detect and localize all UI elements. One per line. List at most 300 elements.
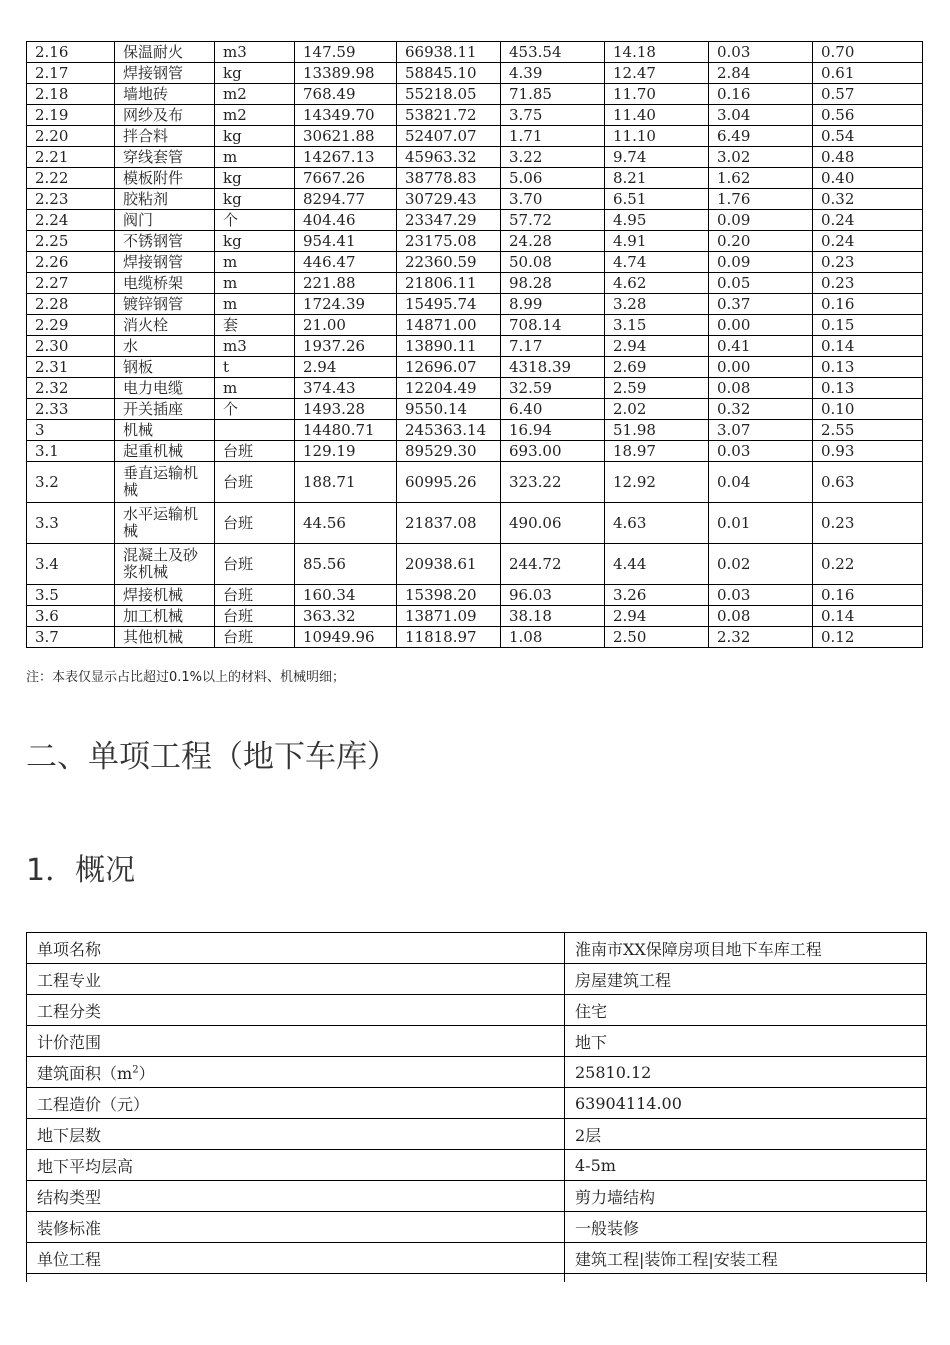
- cell-unit-price: 323.22: [501, 462, 605, 503]
- table-row: [27, 168, 923, 189]
- cell-unit: 台班: [215, 462, 295, 503]
- overview-row: [27, 1026, 927, 1057]
- cell-item-code: 2.32: [27, 378, 115, 399]
- table-row: [27, 420, 923, 441]
- table-row: [27, 147, 923, 168]
- cell-item-code: 2.31: [27, 357, 115, 378]
- cell-quantity-ratio: 0.01: [709, 503, 813, 544]
- cell-item-name: 网纱及布: [115, 105, 215, 126]
- cell-quantity: 14480.71: [295, 420, 397, 441]
- cell-quantity-ratio: 0.05: [709, 273, 813, 294]
- cell-quantity-ratio: 0.20: [709, 231, 813, 252]
- cell-item-name: 焊接机械: [115, 585, 215, 606]
- overview-value: 房屋建筑工程: [565, 964, 927, 995]
- cell-quantity: 13389.98: [295, 63, 397, 84]
- cell-quantity: 85.56: [295, 544, 397, 585]
- table-row: [27, 84, 923, 105]
- cell-amount: 9550.14: [397, 399, 501, 420]
- table-note: 注：本表仅显示占比超过0.1%以上的材料、机械明细；: [26, 670, 346, 685]
- table-row: [27, 399, 923, 420]
- cell-unit-price: 16.94: [501, 420, 605, 441]
- cell-quantity-ratio: 3.02: [709, 147, 813, 168]
- cell-quantity: 30621.88: [295, 126, 397, 147]
- cell-unit-price: 24.28: [501, 231, 605, 252]
- cell-quantity-ratio: 1.62: [709, 168, 813, 189]
- cell-cost-share: 3.15: [605, 315, 709, 336]
- overview-value: 63904114.00: [565, 1088, 927, 1119]
- table-row: [27, 189, 923, 210]
- cell-unit: t: [215, 357, 295, 378]
- cell-item-name: 消火栓: [115, 315, 215, 336]
- cell-cost-share: 11.40: [605, 105, 709, 126]
- cell-quantity: 160.34: [295, 585, 397, 606]
- overview-value: 2层: [565, 1119, 927, 1150]
- overview-row: [27, 1150, 927, 1181]
- cell-quantity: 2.94: [295, 357, 397, 378]
- table-row: [27, 315, 923, 336]
- cell-quantity-ratio: 1.76: [709, 189, 813, 210]
- cell-unit-price: 1.08: [501, 627, 605, 648]
- cell-amount: 66938.11: [397, 42, 501, 63]
- cell-cost-share: 2.59: [605, 378, 709, 399]
- cell-item-name: 模板附件: [115, 168, 215, 189]
- cell-cost-share: 12.92: [605, 462, 709, 503]
- materials-machinery-table: [26, 41, 923, 648]
- cell-cost-share: 4.62: [605, 273, 709, 294]
- cell-unit-price: 96.03: [501, 585, 605, 606]
- cell-unit-price: 98.28: [501, 273, 605, 294]
- cell-quantity-ratio: 0.08: [709, 606, 813, 627]
- table-row: [27, 105, 923, 126]
- overview-label: 地下层数: [27, 1119, 565, 1150]
- cell-total-share: 0.14: [813, 606, 923, 627]
- cell-quantity: 8294.77: [295, 189, 397, 210]
- cell-item-code: 3.6: [27, 606, 115, 627]
- cell-item-name: 水平运输机械: [115, 503, 215, 544]
- cell-quantity-ratio: 0.00: [709, 315, 813, 336]
- cell-cost-share: 11.10: [605, 126, 709, 147]
- cell-item-code: 3.4: [27, 544, 115, 585]
- table-row: [27, 336, 923, 357]
- cell-item-name: 混凝土及砂浆机械: [115, 544, 215, 585]
- cell-cost-share: 4.95: [605, 210, 709, 231]
- cell-quantity: 147.59: [295, 42, 397, 63]
- cell-quantity: 404.46: [295, 210, 397, 231]
- cell-cost-share: 9.74: [605, 147, 709, 168]
- cell-total-share: 0.16: [813, 585, 923, 606]
- cell-unit-price: 4318.39: [501, 357, 605, 378]
- overview-table-body: [27, 933, 927, 1283]
- cell-item-name: 胶粘剂: [115, 189, 215, 210]
- cell-unit-price: 490.06: [501, 503, 605, 544]
- cell-unit: 套: [215, 315, 295, 336]
- overview-label-text: 建筑面积（m: [37, 1063, 133, 1083]
- cell-unit-price: 4.39: [501, 63, 605, 84]
- overview-value: 地下: [565, 1026, 927, 1057]
- cell-cost-share: 3.26: [605, 585, 709, 606]
- overview-label: 工程专业: [27, 964, 565, 995]
- cell-quantity: 14267.13: [295, 147, 397, 168]
- cell-unit: 台班: [215, 503, 295, 544]
- overview-value: 淮南市XX保障房项目地下车库工程: [565, 933, 927, 964]
- empty-cell: [27, 1274, 565, 1283]
- cell-quantity: 363.32: [295, 606, 397, 627]
- overview-label: 工程分类: [27, 995, 565, 1026]
- cell-item-code: 2.22: [27, 168, 115, 189]
- cell-cost-share: 18.97: [605, 441, 709, 462]
- table-row: [27, 606, 923, 627]
- cell-total-share: 0.40: [813, 168, 923, 189]
- overview-row: [27, 1181, 927, 1212]
- cell-amount: 30729.43: [397, 189, 501, 210]
- cell-unit: kg: [215, 189, 295, 210]
- cell-total-share: 2.55: [813, 420, 923, 441]
- subsection-heading: 1．概况: [26, 853, 136, 888]
- cell-cost-share: 8.21: [605, 168, 709, 189]
- cell-unit-price: 3.75: [501, 105, 605, 126]
- cell-unit: kg: [215, 126, 295, 147]
- cell-item-code: 2.16: [27, 42, 115, 63]
- table-row: [27, 585, 923, 606]
- cell-item-code: 3.1: [27, 441, 115, 462]
- cell-unit-price: 3.22: [501, 147, 605, 168]
- cell-cost-share: 4.63: [605, 503, 709, 544]
- cell-item-code: 2.20: [27, 126, 115, 147]
- cell-amount: 23175.08: [397, 231, 501, 252]
- table-row: [27, 63, 923, 84]
- cell-unit: 台班: [215, 627, 295, 648]
- cell-total-share: 0.14: [813, 336, 923, 357]
- cell-item-name: 机械: [115, 420, 215, 441]
- cell-cost-share: 4.91: [605, 231, 709, 252]
- cell-quantity: 1937.26: [295, 336, 397, 357]
- cell-amount: 21806.11: [397, 273, 501, 294]
- cell-cost-share: 2.94: [605, 336, 709, 357]
- cell-total-share: 0.23: [813, 273, 923, 294]
- cell-quantity-ratio: 0.03: [709, 42, 813, 63]
- cell-quantity: 446.47: [295, 252, 397, 273]
- cell-quantity: 374.43: [295, 378, 397, 399]
- cell-cost-share: 2.50: [605, 627, 709, 648]
- cell-item-name: 其他机械: [115, 627, 215, 648]
- cell-unit-price: 693.00: [501, 441, 605, 462]
- cell-total-share: 0.48: [813, 147, 923, 168]
- cell-quantity-ratio: 0.02: [709, 544, 813, 585]
- cell-item-code: 3.2: [27, 462, 115, 503]
- cell-quantity-ratio: 0.37: [709, 294, 813, 315]
- cell-amount: 55218.05: [397, 84, 501, 105]
- cell-quantity-ratio: 0.08: [709, 378, 813, 399]
- cell-unit-price: 7.17: [501, 336, 605, 357]
- cell-unit-price: 244.72: [501, 544, 605, 585]
- cell-quantity: 14349.70: [295, 105, 397, 126]
- cell-quantity: 188.71: [295, 462, 397, 503]
- cell-amount: 12696.07: [397, 357, 501, 378]
- cell-amount: 60995.26: [397, 462, 501, 503]
- overview-row: [27, 1212, 927, 1243]
- cell-item-code: 2.25: [27, 231, 115, 252]
- cell-unit: m2: [215, 105, 295, 126]
- cell-item-code: 2.26: [27, 252, 115, 273]
- table-row: [27, 378, 923, 399]
- table-row: [27, 627, 923, 648]
- cell-cost-share: 6.51: [605, 189, 709, 210]
- cell-unit-price: 453.54: [501, 42, 605, 63]
- overview-value: 建筑工程|装饰工程|安装工程: [565, 1243, 927, 1274]
- overview-label: 装修标准: [27, 1212, 565, 1243]
- cell-amount: 11818.97: [397, 627, 501, 648]
- cell-item-name: 拌合料: [115, 126, 215, 147]
- cell-item-name: 垂直运输机械: [115, 462, 215, 503]
- overview-row: [27, 1057, 927, 1088]
- cell-amount: 89529.30: [397, 441, 501, 462]
- cell-unit: kg: [215, 231, 295, 252]
- cell-cost-share: 2.69: [605, 357, 709, 378]
- cell-unit: 台班: [215, 441, 295, 462]
- cell-amount: 12204.49: [397, 378, 501, 399]
- cell-cost-share: 12.47: [605, 63, 709, 84]
- overview-row: [27, 995, 927, 1026]
- cell-item-name: 开关插座: [115, 399, 215, 420]
- cell-total-share: 0.12: [813, 627, 923, 648]
- overview-value: 剪力墙结构: [565, 1181, 927, 1212]
- cell-amount: 58845.10: [397, 63, 501, 84]
- cell-item-name: 电缆桥架: [115, 273, 215, 294]
- table-row: [27, 357, 923, 378]
- cell-item-code: 2.33: [27, 399, 115, 420]
- cell-item-code: 3.5: [27, 585, 115, 606]
- cell-quantity: 129.19: [295, 441, 397, 462]
- cell-quantity: 221.88: [295, 273, 397, 294]
- cell-total-share: 0.56: [813, 105, 923, 126]
- cell-quantity-ratio: 0.09: [709, 252, 813, 273]
- cell-quantity-ratio: 0.03: [709, 441, 813, 462]
- cell-total-share: 0.57: [813, 84, 923, 105]
- cell-total-share: 0.13: [813, 378, 923, 399]
- cell-unit: m: [215, 294, 295, 315]
- cell-cost-share: 2.94: [605, 606, 709, 627]
- cell-unit-price: 38.18: [501, 606, 605, 627]
- overview-value: 25810.12: [565, 1057, 927, 1088]
- cell-unit: 台班: [215, 606, 295, 627]
- cell-amount: 14871.00: [397, 315, 501, 336]
- cell-cost-share: 4.74: [605, 252, 709, 273]
- overview-label: [27, 1057, 565, 1088]
- cell-quantity-ratio: 0.41: [709, 336, 813, 357]
- cell-total-share: 0.93: [813, 441, 923, 462]
- cell-item-name: 加工机械: [115, 606, 215, 627]
- cell-total-share: 0.22: [813, 544, 923, 585]
- table-row: [27, 294, 923, 315]
- overview-label-suffix: ）: [138, 1063, 155, 1083]
- cell-quantity-ratio: 6.49: [709, 126, 813, 147]
- cell-quantity-ratio: 3.04: [709, 105, 813, 126]
- cell-item-name: 电力电缆: [115, 378, 215, 399]
- cell-quantity: 21.00: [295, 315, 397, 336]
- cell-item-code: 2.29: [27, 315, 115, 336]
- cell-quantity-ratio: 0.00: [709, 357, 813, 378]
- cell-cost-share: 3.28: [605, 294, 709, 315]
- cell-quantity-ratio: 0.09: [709, 210, 813, 231]
- overview-row: [27, 1243, 927, 1274]
- cell-amount: 13890.11: [397, 336, 501, 357]
- cell-unit-price: 6.40: [501, 399, 605, 420]
- table-row: [27, 441, 923, 462]
- cell-item-code: 3.3: [27, 503, 115, 544]
- superscript: 2: [132, 1064, 139, 1076]
- cell-amount: 245363.14: [397, 420, 501, 441]
- table-row: [27, 210, 923, 231]
- cell-quantity-ratio: 0.32: [709, 399, 813, 420]
- cell-total-share: 0.15: [813, 315, 923, 336]
- overview-value: 4-5m: [565, 1150, 927, 1181]
- cell-unit-price: 708.14: [501, 315, 605, 336]
- cell-unit: m: [215, 147, 295, 168]
- table-row: [27, 42, 923, 63]
- overview-label: 计价范围: [27, 1026, 565, 1057]
- table-row: [27, 503, 923, 544]
- cell-total-share: 0.13: [813, 357, 923, 378]
- cell-item-name: 焊接钢管: [115, 63, 215, 84]
- cell-amount: 15495.74: [397, 294, 501, 315]
- cell-quantity: 1724.39: [295, 294, 397, 315]
- overview-label: 单项名称: [27, 933, 565, 964]
- cell-quantity-ratio: 2.84: [709, 63, 813, 84]
- cell-amount: 13871.09: [397, 606, 501, 627]
- cell-amount: 23347.29: [397, 210, 501, 231]
- cell-total-share: 0.54: [813, 126, 923, 147]
- cell-quantity: 44.56: [295, 503, 397, 544]
- cell-cost-share: 2.02: [605, 399, 709, 420]
- overview-label: 结构类型: [27, 1181, 565, 1212]
- table-row: [27, 231, 923, 252]
- cell-quantity-ratio: 2.32: [709, 627, 813, 648]
- overview-label: 单位工程: [27, 1243, 565, 1274]
- cell-amount: 45963.32: [397, 147, 501, 168]
- table-row: [27, 462, 923, 503]
- cell-item-name: 钢板: [115, 357, 215, 378]
- cell-amount: 53821.72: [397, 105, 501, 126]
- overview-row: [27, 1119, 927, 1150]
- overview-label: 工程造价（元）: [27, 1088, 565, 1119]
- empty-cell: [565, 1274, 927, 1283]
- cell-quantity-ratio: 0.03: [709, 585, 813, 606]
- cell-unit-price: 50.08: [501, 252, 605, 273]
- table-row: [27, 544, 923, 585]
- table-row: [27, 126, 923, 147]
- cell-total-share: 0.24: [813, 231, 923, 252]
- cell-amount: 20938.61: [397, 544, 501, 585]
- cell-item-code: 2.28: [27, 294, 115, 315]
- cell-unit: kg: [215, 63, 295, 84]
- cell-item-name: 焊接钢管: [115, 252, 215, 273]
- cell-unit: 个: [215, 210, 295, 231]
- cell-unit-price: 3.70: [501, 189, 605, 210]
- cell-unit: m3: [215, 42, 295, 63]
- cell-unit-price: 32.59: [501, 378, 605, 399]
- cell-cost-share: 51.98: [605, 420, 709, 441]
- cell-quantity-ratio: 3.07: [709, 420, 813, 441]
- cell-unit: 台班: [215, 544, 295, 585]
- cell-total-share: 0.70: [813, 42, 923, 63]
- cell-item-code: 2.24: [27, 210, 115, 231]
- cell-amount: 21837.08: [397, 503, 501, 544]
- cell-total-share: 0.61: [813, 63, 923, 84]
- cell-item-name: 起重机械: [115, 441, 215, 462]
- overview-table: [26, 932, 927, 1282]
- cell-total-share: 0.10: [813, 399, 923, 420]
- cell-amount: 15398.20: [397, 585, 501, 606]
- materials-table-body: [27, 42, 923, 648]
- cell-item-name: 水: [115, 336, 215, 357]
- cell-amount: 22360.59: [397, 252, 501, 273]
- cell-cost-share: 14.18: [605, 42, 709, 63]
- cell-cost-share: 4.44: [605, 544, 709, 585]
- overview-value: 一般装修: [565, 1212, 927, 1243]
- cell-item-name: 镀锌钢管: [115, 294, 215, 315]
- cell-quantity: 7667.26: [295, 168, 397, 189]
- cell-unit: m: [215, 273, 295, 294]
- cell-item-code: 2.27: [27, 273, 115, 294]
- cell-unit: m2: [215, 84, 295, 105]
- cell-unit-price: 71.85: [501, 84, 605, 105]
- cell-item-name: 墙地砖: [115, 84, 215, 105]
- cell-total-share: 0.23: [813, 252, 923, 273]
- cell-cost-share: 11.70: [605, 84, 709, 105]
- cell-unit: m: [215, 252, 295, 273]
- overview-value: 住宅: [565, 995, 927, 1026]
- overview-row: [27, 964, 927, 995]
- cell-unit: 个: [215, 399, 295, 420]
- cell-item-code: 2.21: [27, 147, 115, 168]
- overview-row: [27, 1088, 927, 1119]
- cell-amount: 38778.83: [397, 168, 501, 189]
- cell-item-code: 3.7: [27, 627, 115, 648]
- cell-unit: [215, 420, 295, 441]
- cell-item-name: 阀门: [115, 210, 215, 231]
- cell-quantity-ratio: 0.04: [709, 462, 813, 503]
- cell-unit: m3: [215, 336, 295, 357]
- table-row: [27, 252, 923, 273]
- cell-item-code: 2.23: [27, 189, 115, 210]
- overview-row-continuation: [27, 1274, 927, 1283]
- cell-item-name: 穿线套管: [115, 147, 215, 168]
- cell-unit-price: 8.99: [501, 294, 605, 315]
- cell-total-share: 0.23: [813, 503, 923, 544]
- cell-total-share: 0.63: [813, 462, 923, 503]
- overview-label: 地下平均层高: [27, 1150, 565, 1181]
- table-row: [27, 273, 923, 294]
- cell-quantity: 954.41: [295, 231, 397, 252]
- cell-item-code: 2.19: [27, 105, 115, 126]
- cell-quantity: 1493.28: [295, 399, 397, 420]
- cell-item-code: 3: [27, 420, 115, 441]
- cell-total-share: 0.32: [813, 189, 923, 210]
- cell-unit: m: [215, 378, 295, 399]
- cell-total-share: 0.24: [813, 210, 923, 231]
- cell-item-code: 2.17: [27, 63, 115, 84]
- cell-unit-price: 1.71: [501, 126, 605, 147]
- cell-unit: 台班: [215, 585, 295, 606]
- overview-row: [27, 933, 927, 964]
- cell-total-share: 0.16: [813, 294, 923, 315]
- cell-unit: kg: [215, 168, 295, 189]
- cell-quantity: 768.49: [295, 84, 397, 105]
- cell-quantity-ratio: 0.16: [709, 84, 813, 105]
- cell-item-name: 保温耐火: [115, 42, 215, 63]
- section-heading: 二、单项工程（地下车库）: [26, 739, 398, 775]
- cell-amount: 52407.07: [397, 126, 501, 147]
